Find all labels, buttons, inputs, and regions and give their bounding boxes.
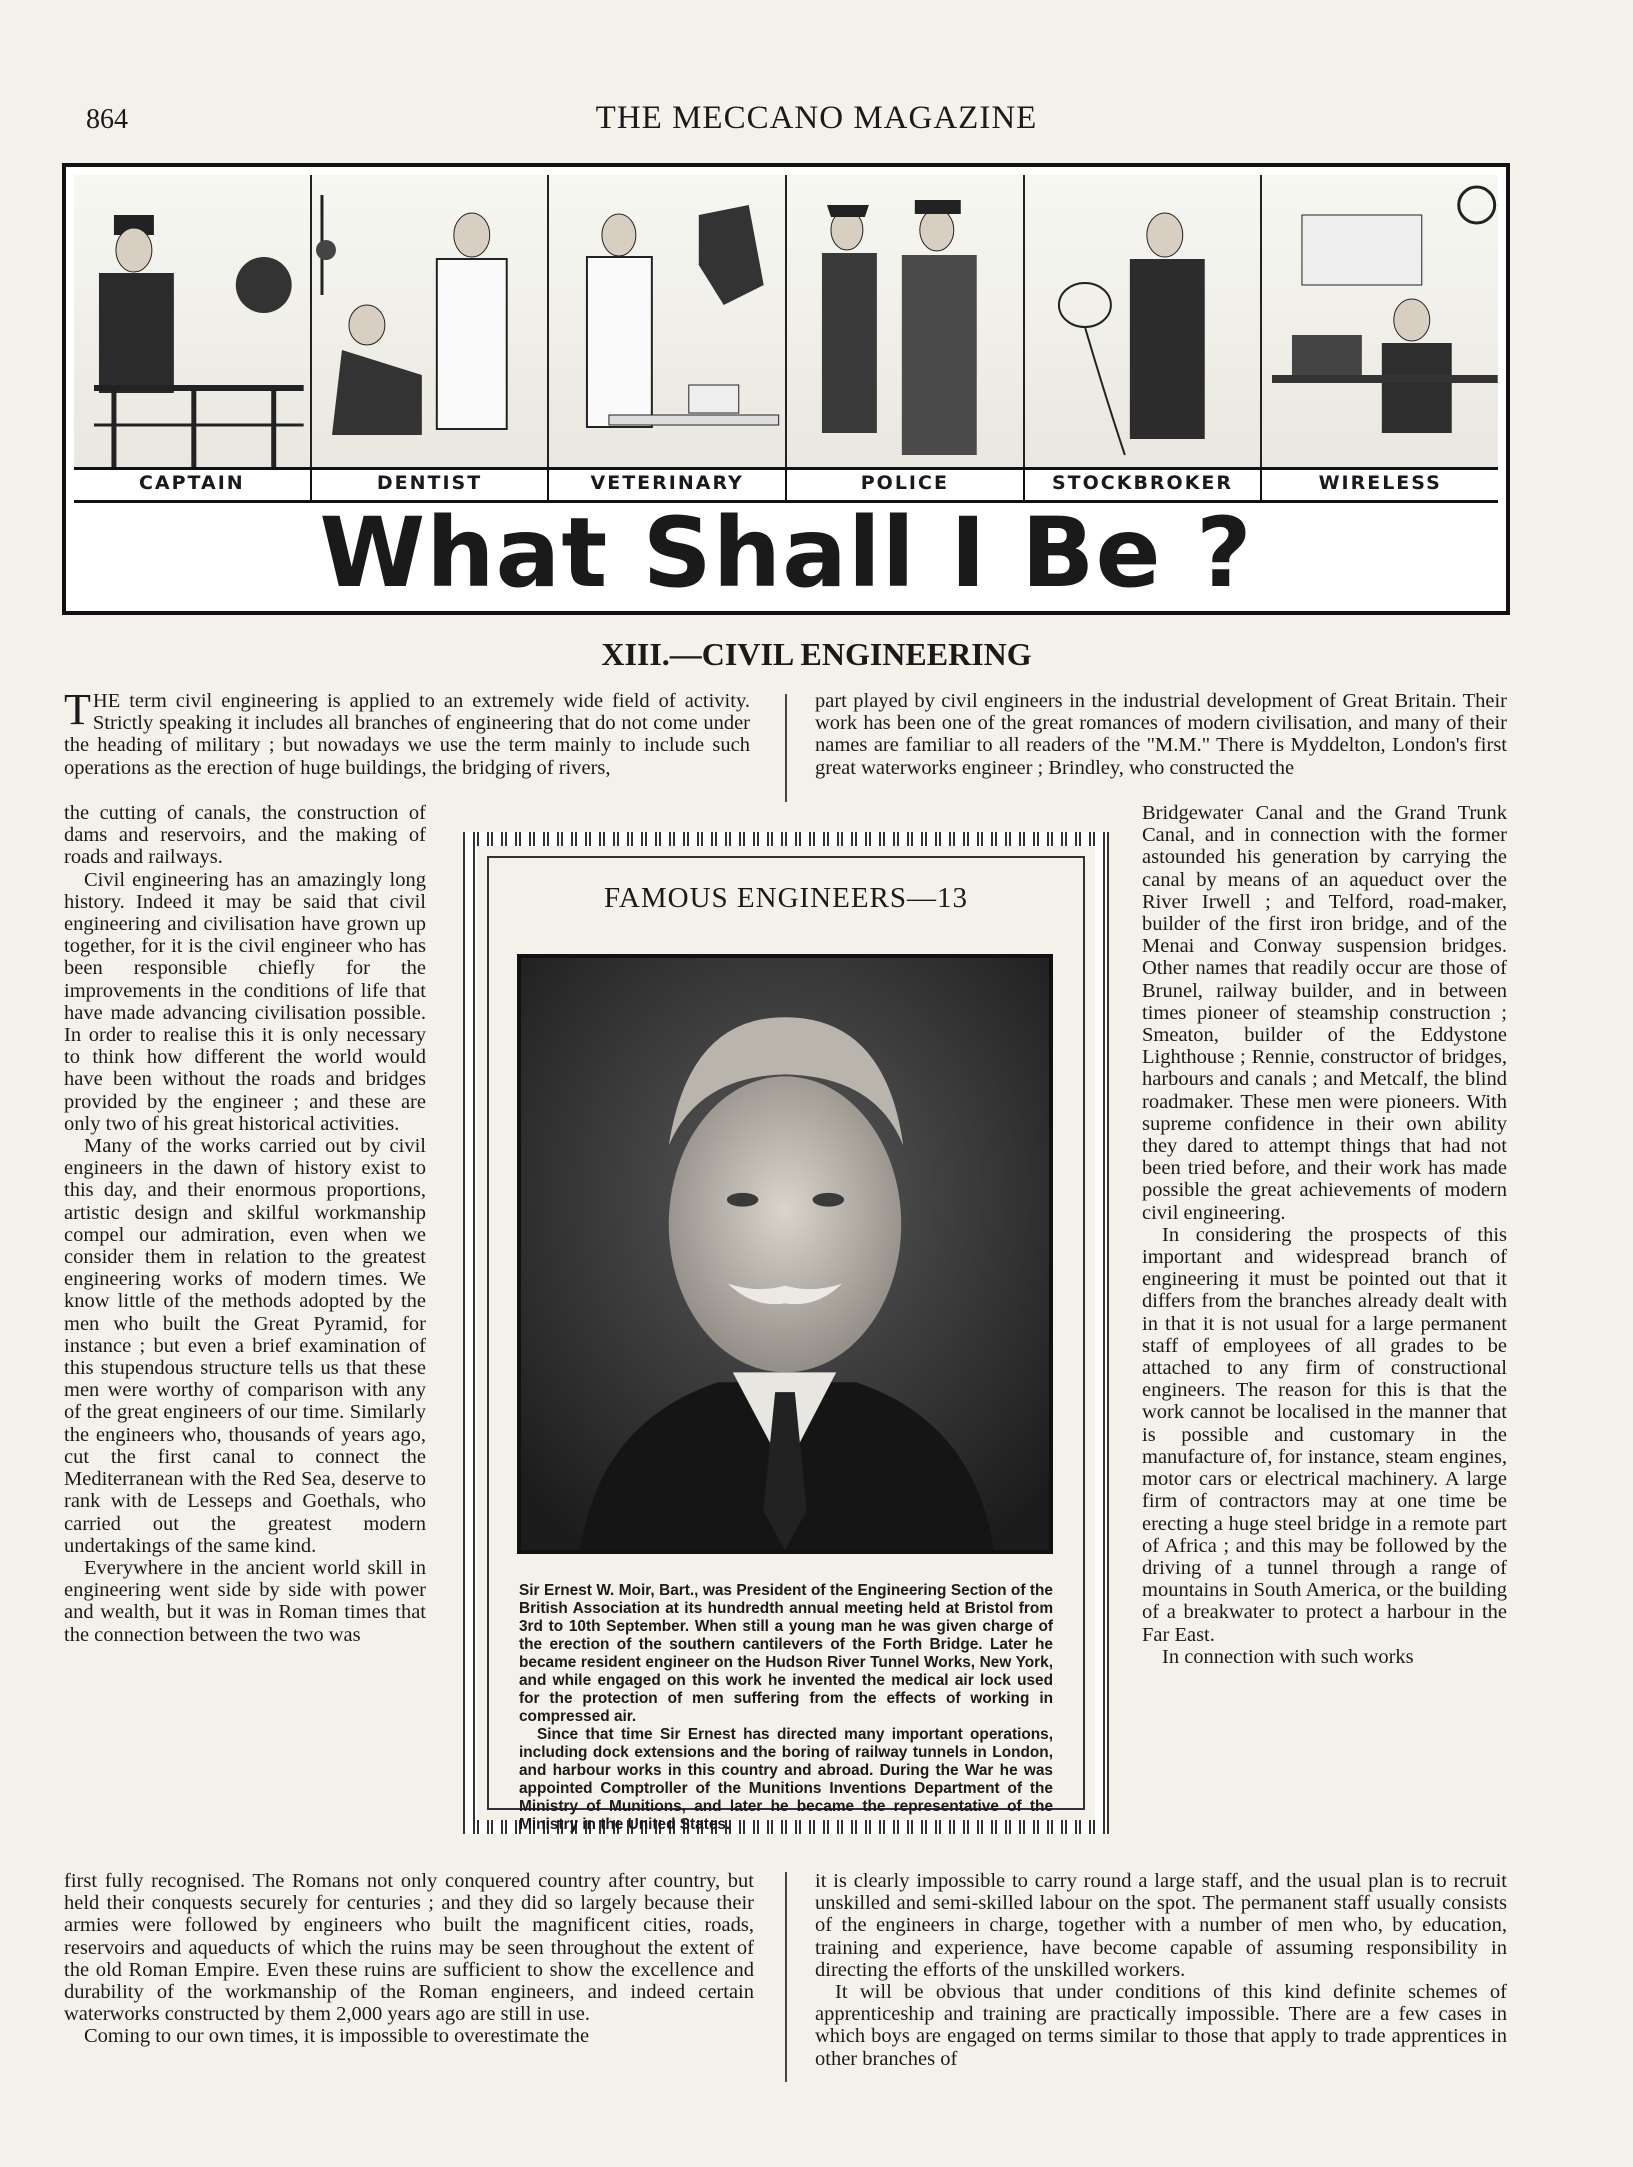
- wireless-illustration: [1262, 175, 1498, 467]
- article-right-top: [815, 690, 1507, 802]
- series-title: What Shall I Be ?: [319, 497, 1253, 609]
- label-police: POLICE: [787, 470, 1025, 500]
- veterinary-illustration: [549, 175, 787, 467]
- article-paragraph: Bridgewater Canal and the Grand Trunk Canal, and in connection with the former astounded his generation by carrying the canal by means of an aqueduct over the River Irwell ; and Telford, road-maker, builder of the first iron bridge, and of the Menai and Conway suspension bridges. Other names that readily occur are those of Brunel, railway builder, and in between times pioneer of steamship construction ; Smeaton, builder of the Eddystone Lighthouse ; Rennie, constructor of bridges, harbours and canals ; and Metcalf, the blind roadmaker. These men were pioneers. With supreme confidence in their own ability they dared to attempt things that had not been tried before, and their work has made possible the great achievements of modern civil engineering.: [1142, 802, 1507, 1224]
- article-left-top: [64, 690, 750, 802]
- drop-cap: T: [64, 690, 91, 734]
- column-divider: [785, 694, 787, 802]
- caption-paragraph: Since that time Sir Ernest has directed many important operations, including dock extensions and the boring of railway tunnels in London, and harbour works in this country and abroad. During the War he was appointed Comptroller of the Munitions Inventions Department of the Ministry of Munitions, and later he became the representative of the Ministry in the United States.: [519, 1726, 1053, 1833]
- article-paragraph: part played by civil engineers in the industrial development of Great Britain. Their work has been one of the great romances of modern civilisation, and many of their names are familiar to all readers of the "M.M." There is Myddelton, London's first great waterworks engineer ; Brindley, who constructed the: [815, 690, 1507, 779]
- article-paragraph: Many of the works carried out by civil engineers in the dawn of history exist to this day, and their enormous proportions, artistic design and skilful workmanship compel our admiration, even when we consider them in relation to the greatest engineering works of modern times. We know little of the methods adopted by the men who built the Great Pyramid, for instance ; but even a brief examination of this stupendous structure tells us that these men were worthy of comparison with any of the great engineers of our time. Similarly the engineers who, thousands of years ago, cut the first canal to connect the Mediterranean with the Red Sea, deserve to rank with de Lesseps and Goethals, who carried out the greatest modern undertakings of the same kind.: [64, 1135, 426, 1557]
- masthead: THE MECCANO MAGAZINE: [595, 100, 1038, 136]
- famous-engineers-box: [463, 832, 1109, 1834]
- article-paragraph: the cutting of canals, the construction of dams and reservoirs, and the making of roads and railways.: [64, 802, 426, 869]
- article-paragraph: It will be obvious that under conditions of this kind definite schemes of apprenticeship and training are practically impossible. There are a few cases in which boys are engaged on terms similar to those that apply to trade apprentices in other branches of: [815, 1981, 1507, 2070]
- label-wireless: WIRELESS: [1318, 472, 1442, 494]
- label-veterinary: VETERINARY: [549, 470, 787, 500]
- portrait-caption: [519, 1582, 1053, 1834]
- article-paragraph: it is clearly impossible to carry round a large staff, and the usual plan is to recruit unskilled and semi-skilled labour on the spot. The permanent staff usually consists of the engineers in charge, together with a number of men who, by education, training and experience, have become capable of assuming responsibility in directing the efforts of the unskilled workers.: [815, 1870, 1507, 1981]
- article-paragraph: Everywhere in the ancient world skill in engineering went side by side with power and wealth, but it was in Roman times that the connection between the two was: [64, 1556, 426, 1646]
- article-paragraph: HE term civil engineering is applied to an extremely wide field of activity. Strictly speaking it includes all branches of engineering that do not come under the heading of military ; but nowadays we use the term mainly to include such operations as the erection of huge buildings, the bridging of rivers,: [64, 690, 750, 779]
- dentist-illustration: [312, 175, 550, 467]
- article-paragraph: Coming to our own times, it is impossible to overestimate the: [84, 2025, 590, 2048]
- police-illustration: [787, 175, 1025, 467]
- box-heading: FAMOUS ENGINEERS—13: [603, 882, 969, 914]
- label-dentist: DENTIST: [312, 470, 550, 500]
- section-title: XIII.—CIVIL ENGINEERING: [601, 636, 1032, 672]
- article-left-mid: [64, 802, 426, 1870]
- label-stockbroker: STOCKBROKER: [1025, 470, 1263, 500]
- article-paragraph: Civil engineering has an amazingly long history. Indeed it may be said that civil engineering and civilisation have grown up together, for it is the civil engineer who has been responsible chiefly for the improvements in the conditions of life that have made advancing civilisation possible. In order to realise this it is only necessary to think how different the world would have been without the roads and bridges provided by the engineer ; and these are only two of his great historical activities.: [64, 868, 426, 1135]
- stockbroker-illustration: [1025, 175, 1263, 467]
- article-paragraph: In considering the prospects of this important and widespread branch of engineering it must be pointed out that it differs from the branches already dealt with in that it is not usual for a large permanent staff of employees of all grades to be attached to any firm of constructional engineers. The reason for this is that the work cannot be localised in the manner that is possible and customary in the manufacture of, for instance, steam engines, motor cars or electrical machinery. A large firm of contractors may at one time be erecting a huge steel bridge in a remote part of Africa ; and this may be followed by the driving of a tunnel through a range of mountains in South America, or the building of a breakwater to protect a harbour in the Far East.: [1142, 1223, 1507, 1646]
- banner: [62, 163, 1510, 615]
- page-number: 864: [86, 104, 128, 135]
- captain-illustration: [74, 175, 312, 467]
- column-divider: [785, 1872, 787, 2082]
- article-right-mid: [1142, 802, 1507, 1870]
- caption-paragraph: Sir Ernest W. Moir, Bart., was President of the Engineering Section of the British Association at its hundredth annual meeting held at Bristol from 3rd to 10th September. When still a young man he was given charge of the erection of the southern cantilevers of the Forth Bridge. Later he became resident engineer on the Hudson River Tunnel Works, New York, and while engaged on this work he invented the medical air lock used for the protection of men suffering from the effects of working in compressed air.: [519, 1582, 1053, 1725]
- portrait-photo: [517, 954, 1053, 1554]
- label-captain: CAPTAIN: [74, 470, 312, 500]
- banner-panels: [74, 175, 1498, 467]
- article-paragraph: first fully recognised. The Romans not only conquered country after country, but held their conquests securely for centuries ; and they did so largely because their armies were followed by engineers who built the magnificent cities, roads, reservoirs and aqueducts of which the ruins may be seen throughout the extent of the old Roman Empire. Even these ruins are sufficient to show the excellence and durability of the workmanship of the Roman engineers, and indeed certain waterworks constructed by them 2,000 years ago are still in use.: [64, 1870, 754, 2026]
- article-left-bottom: [64, 1870, 754, 2086]
- article-right-bottom: [815, 1870, 1507, 2086]
- article-paragraph: In connection with such works: [1162, 1645, 1414, 1668]
